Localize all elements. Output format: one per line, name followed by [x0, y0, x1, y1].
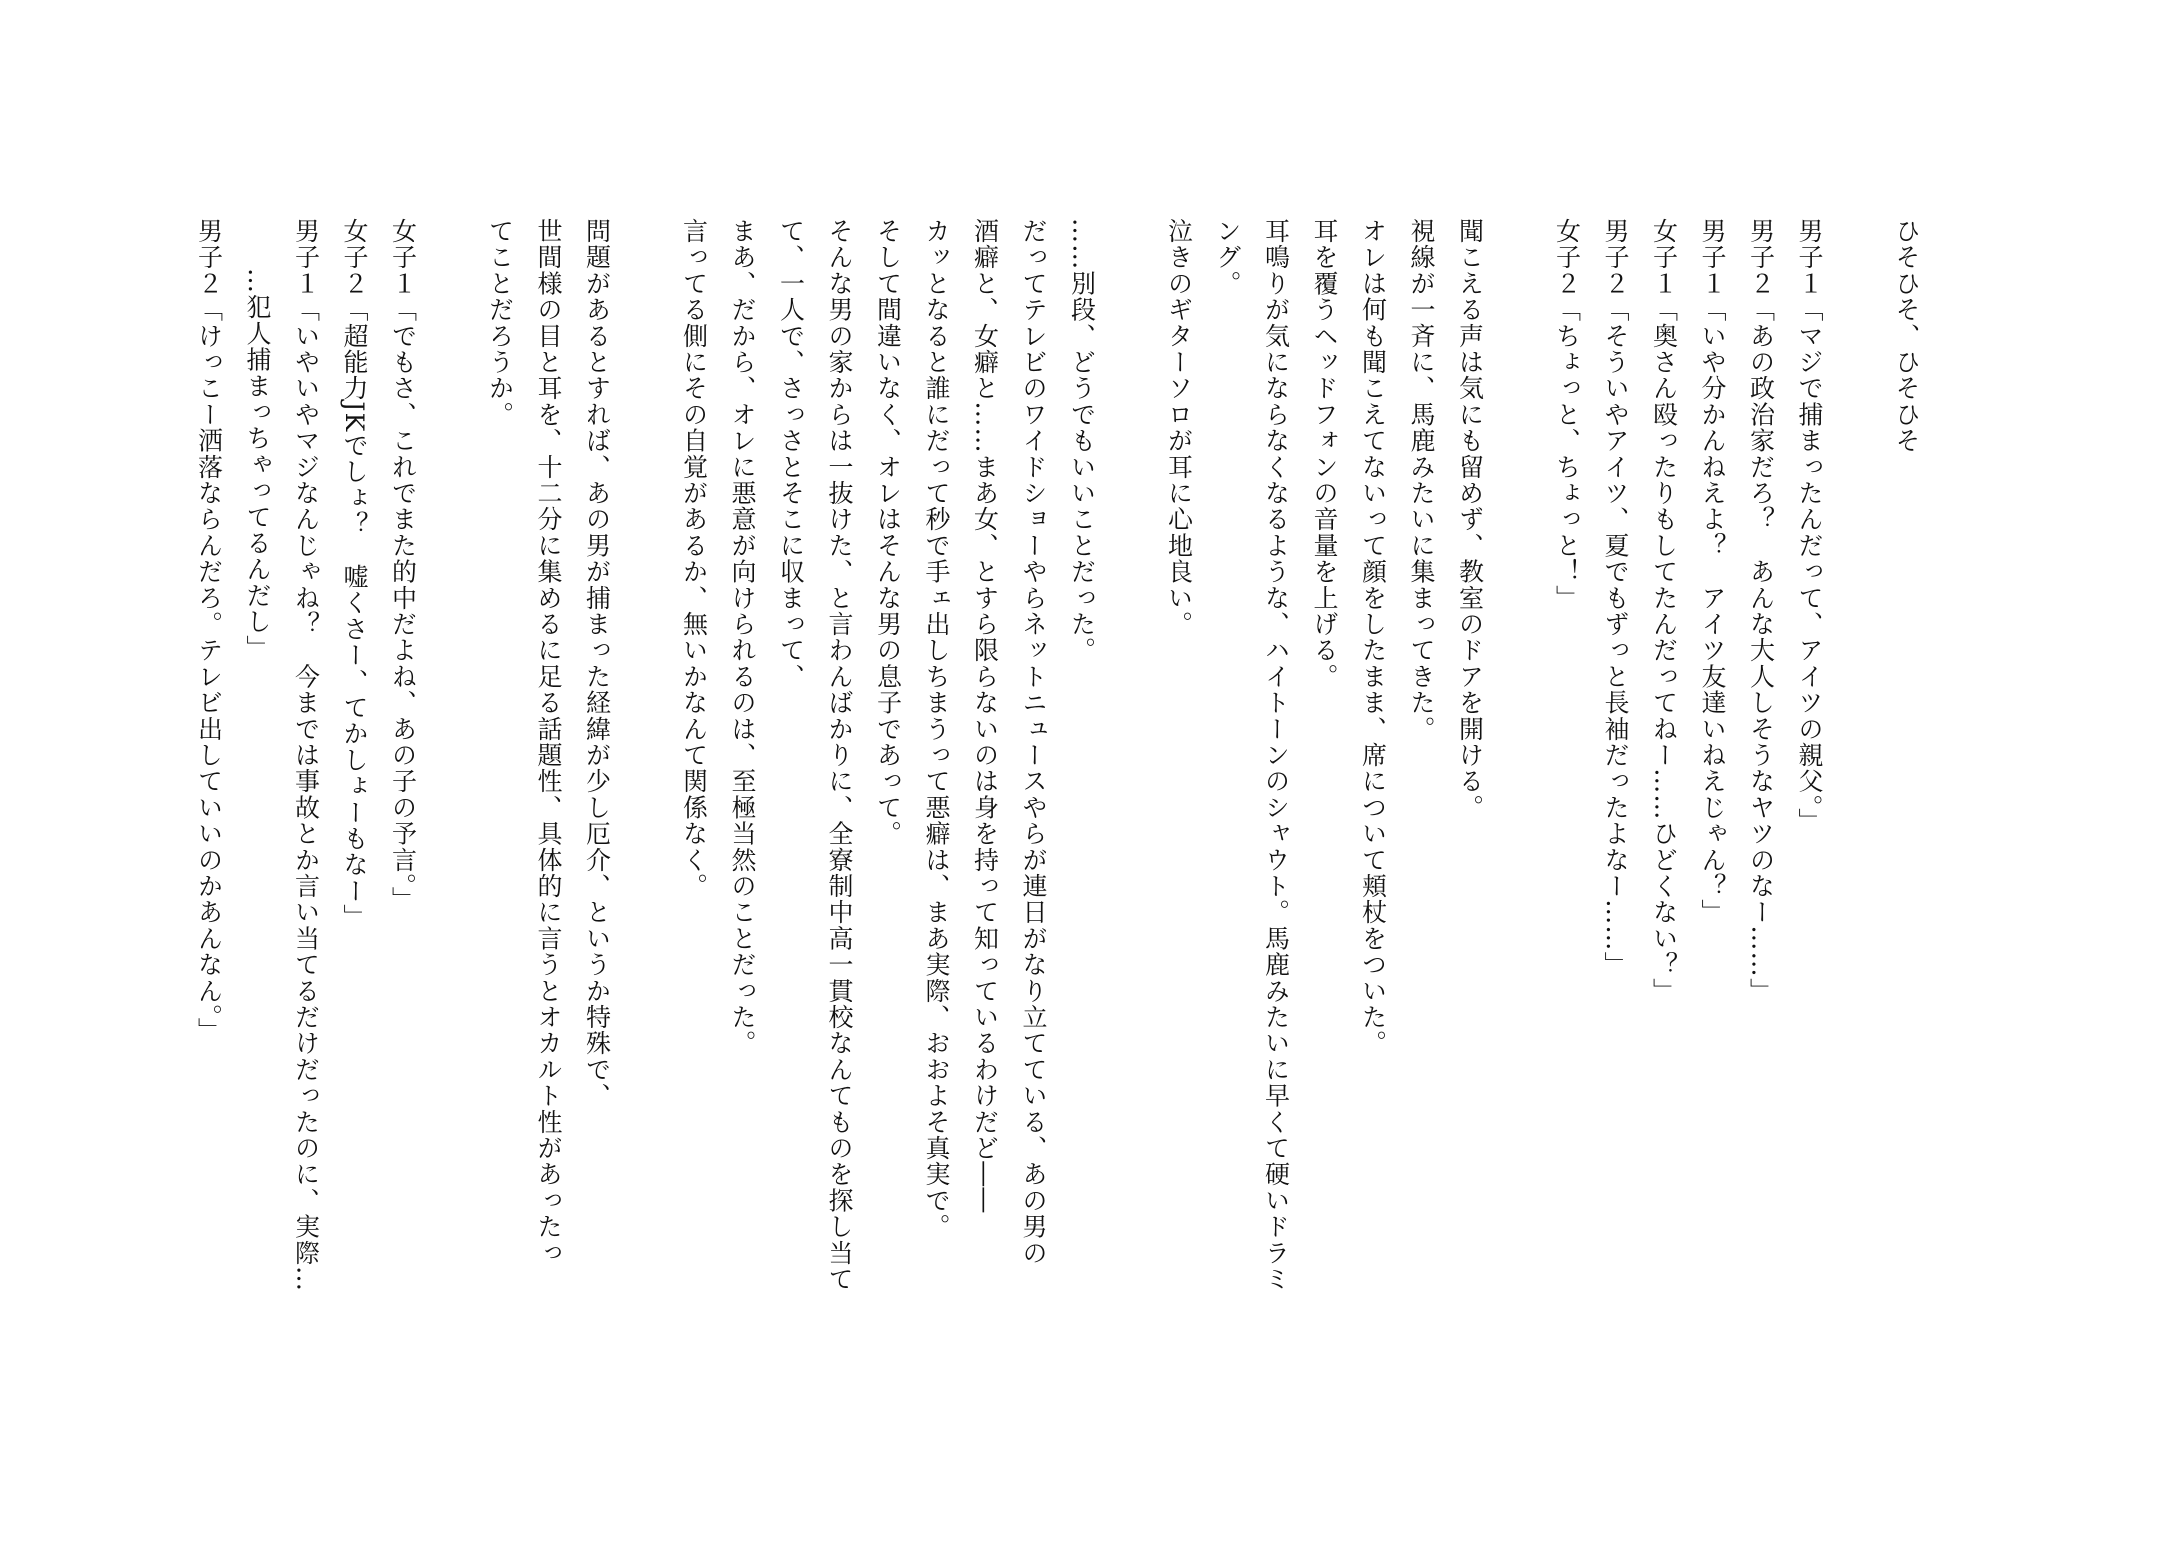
blank-line: [1833, 218, 1882, 219]
text-line: てことだろうか。: [485, 218, 515, 428]
text-line: 男子１「いやいやマジなんじゃね？ 今までは事故とか言い当てるだけだったのに、実際…: [291, 218, 321, 1293]
text-line: 言ってる側にその自覚があるか、無いかなんて関係なく。: [679, 218, 709, 900]
text-line: 男子２「そういやアイツ、夏でもずっと長袖だったよなー……」: [1601, 218, 1630, 978]
text-line: 問題があるとすれば、あの男が捕まった経緯が少し厄介、というか特殊で、: [582, 218, 612, 1109]
text-line: 世間様の目と耳を、十二分に集めるに足る話題性、具体的に言うとオカルト性があったっ: [534, 218, 563, 1266]
text-line: 男子１「いや分かんねえよ？ アイツ友達いねえじゃん？」: [1698, 218, 1727, 926]
text-line: まあ、だから、オレに悪意が向けられるのは、至極当然のことだった。: [728, 218, 757, 1057]
text-line: 女子１「奥さん殴ったりもしてたんだってねー……ひどくない？」: [1649, 218, 1679, 1004]
text-line: 女子１「でもさ、これでまた的中だよね、あの子の予言。」: [388, 218, 418, 913]
blank-line: [1106, 218, 1155, 219]
text-line: 男子２「けっこー洒落ならんだろ。テレビ出していいのかあんなん。」: [194, 218, 224, 1044]
blank-line: [1494, 218, 1543, 219]
text-line: …犯人捕まっちゃってるんだし」: [243, 268, 272, 661]
text-line: 女子２「超能力JKでしょ？ 嘘くさー、てかしょーもなー」: [340, 218, 369, 931]
text-line: 酒癖と、女癖と……まあ女、とすら限らないのは身を持って知っているわけだど――: [970, 218, 1000, 1214]
text-line: 耳を覆うヘッドフォンの音量を上げる。: [1310, 218, 1339, 690]
text-line: て、一人で、さっさとそこに収まって、: [776, 218, 806, 690]
text-line: 耳鳴りが気にならなくなるような、ハイトーンのシャウト。馬鹿みたいに早くて硬いドラミ: [1261, 218, 1291, 1293]
text-line: そんな男の家からは一抜けた、と言わんばかりに、全寮制中高一貫校なんてものを探し当て: [825, 218, 854, 1293]
text-line: 女子２「ちょっと、ちょっと！」: [1552, 218, 1582, 611]
text-line: ……別段、どうでもいいことだった。: [1067, 218, 1097, 664]
text-line: 男子１「マジで捕まったんだって、アイツの親父。」: [1795, 218, 1824, 835]
text-line: 視線が一斉に、馬鹿みたいに集まってきた。: [1407, 218, 1436, 742]
blank-line: [427, 218, 476, 219]
text-line: そして間違いなく、オレはそんな男の息子であって。: [873, 218, 903, 847]
text-line: ひそひそ、ひそひそ: [1892, 218, 1921, 454]
text-line: だってテレビのワイドショーやらネットニュースやらが連日がなり立てている、あの男の: [1019, 218, 1048, 1266]
text-line: 泣きのギターソロが耳に心地良い。: [1164, 218, 1194, 638]
text-line: カッとなると誰にだって秒で手ェ出しちまうって悪癖は、まあ実際、おおよそ真実で。: [922, 218, 951, 1240]
text-line: ング。: [1213, 218, 1242, 297]
text-line: 聞こえる声は気にも留めず、教室のドアを開ける。: [1455, 218, 1485, 821]
blank-line: [621, 218, 670, 219]
text-line: 男子２「あの政治家だろ？ あんな大人しそうなヤツのなー……」: [1746, 218, 1776, 1004]
vertical-text-body: [184, 218, 1930, 1368]
text-line: オレは何も聞こえてないって顔をしたまま、席について頬杖をついた。: [1358, 218, 1388, 1057]
